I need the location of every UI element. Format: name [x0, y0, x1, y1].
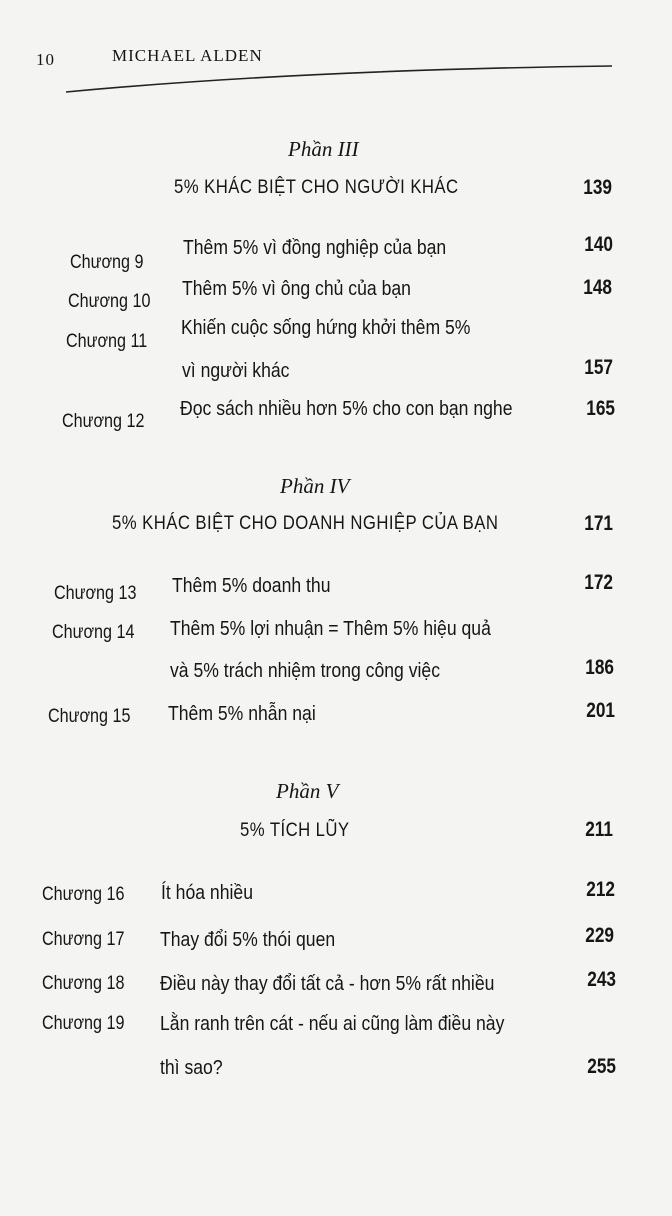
chapter-page: 201 [586, 699, 615, 722]
chapter-label: Chương 14 [52, 622, 135, 643]
part-page: 139 [583, 176, 612, 199]
chapter-title: Ít hóa nhiều [161, 882, 253, 904]
chapter-label: Chương 17 [42, 929, 125, 950]
chapter-label: Chương 16 [42, 884, 125, 905]
chapter-title-continued: vì người khác [182, 360, 290, 382]
chapter-label: Chương 9 [70, 252, 144, 273]
chapter-title: Thêm 5% nhẫn nại [168, 703, 316, 725]
chapter-label: Chương 12 [62, 411, 145, 432]
chapter-page: 157 [584, 356, 613, 379]
chapter-page: 140 [584, 233, 613, 256]
chapter-page: 212 [586, 878, 615, 901]
chapter-title: Khiến cuộc sống hứng khởi thêm 5% [181, 317, 471, 339]
part-page: 171 [584, 512, 613, 535]
chapter-page: 243 [587, 968, 616, 991]
chapter-title: Thêm 5% lợi nhuận = Thêm 5% hiệu quả [170, 618, 491, 640]
part-heading: 5% TÍCH LŨY [240, 820, 350, 841]
chapter-page: 165 [586, 397, 615, 420]
chapter-page: 148 [583, 276, 612, 299]
chapter-label: Chương 13 [54, 583, 137, 604]
chapter-title: Đọc sách nhiều hơn 5% cho con bạn nghe [180, 398, 513, 420]
chapter-page: 172 [584, 571, 613, 594]
chapter-label: Chương 11 [66, 331, 148, 352]
part-label: Phần V [276, 779, 339, 803]
part-page: 211 [585, 818, 613, 841]
part-heading: 5% KHÁC BIỆT CHO DOANH NGHIỆP CỦA BẠN [112, 513, 499, 534]
chapter-page: 229 [585, 924, 614, 947]
chapter-title: Điều này thay đổi tất cả - hơn 5% rất nhiều [160, 973, 495, 995]
chapter-title: Thêm 5% doanh thu [172, 575, 331, 597]
part-heading: 5% KHÁC BIỆT CHO NGƯỜI KHÁC [174, 177, 459, 198]
header-rule [0, 0, 672, 120]
part-label: Phần IV [280, 474, 350, 498]
chapter-title: Thêm 5% vì ông chủ của bạn [182, 278, 411, 300]
chapter-title: Thay đổi 5% thói quen [160, 929, 336, 951]
page-number: 10 [36, 50, 55, 69]
chapter-title: Thêm 5% vì đồng nghiệp của bạn [183, 237, 447, 259]
chapter-page: 186 [585, 656, 614, 679]
chapter-page: 255 [587, 1055, 616, 1078]
chapter-label: Chương 10 [68, 291, 151, 312]
chapter-title: Lằn ranh trên cát - nếu ai cũng làm điều này [160, 1013, 505, 1035]
part-label: Phần III [288, 137, 359, 161]
chapter-title-continued: và 5% trách nhiệm trong công việc [170, 660, 441, 682]
chapter-label: Chương 19 [42, 1013, 125, 1034]
chapter-label: Chương 18 [42, 973, 125, 994]
chapter-label: Chương 15 [48, 706, 131, 727]
chapter-title-continued: thì sao? [160, 1057, 223, 1079]
running-header-author: MICHAEL ALDEN [112, 46, 263, 65]
